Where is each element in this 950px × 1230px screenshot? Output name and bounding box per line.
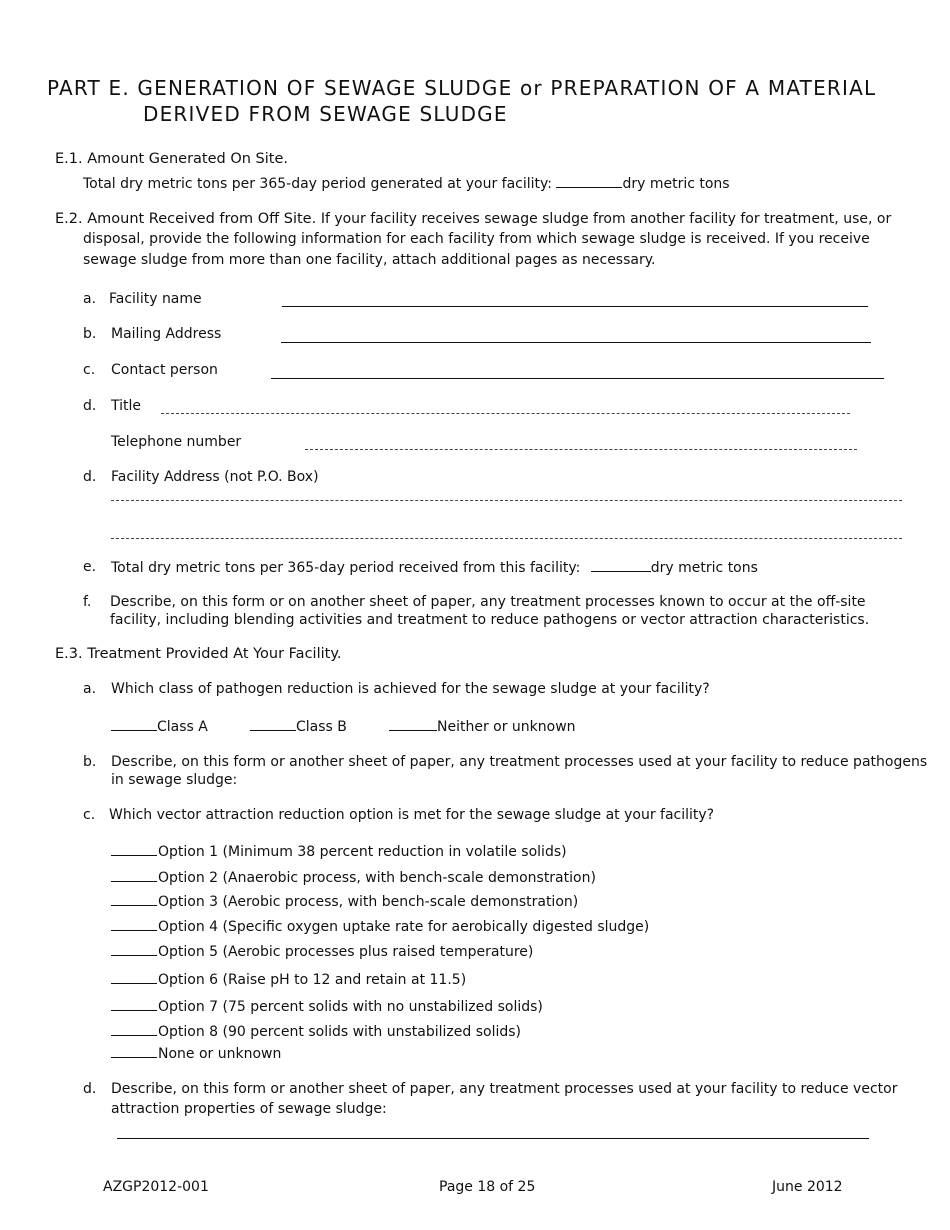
- e3-item-d-line-2: attraction properties of sewage sludge:: [111, 1101, 387, 1117]
- e1-generated-line: [83, 175, 730, 192]
- vector-option-2-blank[interactable]: [111, 869, 157, 882]
- contact-person-field[interactable]: [271, 378, 884, 379]
- vector-option-6-label: Option 6 (Raise pH to 12 and retain at 11.5): [158, 972, 467, 988]
- vector-option-6[interactable]: [111, 971, 466, 988]
- vector-option-4-label: Option 4 (Specific oxygen uptake rate for aerobically digested sludge): [158, 919, 650, 935]
- vector-option-2-label: Option 2 (Anaerobic process, with bench-scale demonstration): [158, 870, 596, 886]
- class-b-blank[interactable]: [250, 718, 296, 731]
- e2-item-f-marker: f.: [83, 594, 92, 610]
- telephone-field[interactable]: [305, 449, 857, 450]
- e2-item-a-marker: a.: [83, 291, 97, 307]
- e2-intro-line-2: disposal, provide the following information for each facility from which sewage sludge is received. If you receive: [83, 231, 870, 247]
- vector-option-5-label: Option 5 (Aerobic processes plus raised temperature): [158, 944, 534, 960]
- section-e1-heading: E.1. Amount Generated On Site.: [55, 151, 288, 167]
- e2-facility-name-label: Facility name: [109, 291, 202, 307]
- e1-unit-label: dry metric tons: [622, 176, 730, 192]
- vector-option-8-blank[interactable]: [111, 1023, 157, 1036]
- vector-option-1-blank[interactable]: [111, 843, 157, 856]
- e3-item-b-line-2: in sewage sludge:: [111, 772, 238, 788]
- vector-option-5-blank[interactable]: [111, 943, 157, 956]
- e2-item-d-marker: d.: [83, 398, 97, 414]
- e2-received-label: Total dry metric tons per 365-day period received from this facility:: [111, 560, 581, 576]
- e2-received-tons-field[interactable]: [591, 559, 651, 572]
- class-b-option[interactable]: [250, 718, 347, 735]
- vector-option-3-label: Option 3 (Aerobic process, with bench-scale demonstration): [158, 894, 579, 910]
- e3-item-b-marker: b.: [83, 754, 97, 770]
- class-b-label: Class B: [296, 719, 347, 735]
- section-e3-heading: E.3. Treatment Provided At Your Facility.: [55, 646, 342, 662]
- vector-option-7[interactable]: [111, 998, 543, 1015]
- e2-item-d2-marker: d.: [83, 469, 97, 485]
- vector-option-5[interactable]: [111, 943, 533, 960]
- page-title-line-2: DERIVED FROM SEWAGE SLUDGE: [143, 102, 508, 126]
- vector-description-field[interactable]: [117, 1138, 869, 1139]
- e2-item-c-marker: c.: [83, 362, 96, 378]
- e2-received-unit-label: dry metric tons: [650, 560, 758, 576]
- class-a-label: Class A: [157, 719, 208, 735]
- class-neither-label: Neither or unknown: [437, 719, 576, 735]
- vector-option-7-blank[interactable]: [111, 998, 157, 1011]
- vector-option-3-blank[interactable]: [111, 893, 157, 906]
- e3-item-a-text: Which class of pathogen reduction is achieved for the sewage sludge at your facility?: [111, 681, 710, 697]
- vector-option-none-label: None or unknown: [158, 1046, 282, 1062]
- vector-option-3[interactable]: [111, 893, 578, 910]
- footer-page-number: Page 18 of 25: [439, 1179, 536, 1195]
- e2-telephone-label: Telephone number: [111, 434, 242, 450]
- e2-facility-address-label: Facility Address (not P.O. Box): [111, 469, 319, 485]
- class-a-blank[interactable]: [111, 718, 157, 731]
- facility-name-field[interactable]: [282, 306, 868, 307]
- vector-option-6-blank[interactable]: [111, 971, 157, 984]
- section-e2-heading: E.2. Amount Received from Off Site.: [55, 211, 317, 227]
- vector-option-none[interactable]: [111, 1045, 281, 1062]
- e2-mailing-address-label: Mailing Address: [111, 326, 222, 342]
- vector-option-1[interactable]: [111, 843, 567, 860]
- e2-contact-person-label: Contact person: [111, 362, 218, 378]
- e3-item-d-marker: d.: [83, 1081, 97, 1097]
- facility-address-field-1[interactable]: [111, 500, 902, 501]
- e2-item-f-line-2: facility, including blending activities and treatment to reduce pathogens or vector attraction characteristics.: [110, 612, 870, 628]
- e2-item-b-marker: b.: [83, 326, 97, 342]
- e3-item-c-text: Which vector attraction reduction option is met for the sewage sludge at your facility?: [109, 807, 715, 823]
- e3-item-a-marker: a.: [83, 681, 97, 697]
- vector-option-none-blank[interactable]: [111, 1045, 157, 1058]
- page-title-line-1: PART E. GENERATION OF SEWAGE SLUDGE or PREPARATION OF A MATERIAL: [47, 76, 877, 100]
- e1-tons-field[interactable]: [556, 175, 622, 188]
- e1-generated-label: Total dry metric tons per 365-day period generated at your facility:: [83, 176, 553, 192]
- facility-address-field-2[interactable]: [111, 538, 902, 539]
- footer-date: June 2012: [772, 1179, 843, 1195]
- e2-intro-line-3: sewage sludge from more than one facility, attach additional pages as necessary.: [83, 252, 656, 268]
- vector-option-1-label: Option 1 (Minimum 38 percent reduction in volatile solids): [158, 844, 567, 860]
- e3-item-d-line-1: Describe, on this form or another sheet of paper, any treatment processes used at your facility to reduce vector: [111, 1081, 898, 1097]
- vector-option-4[interactable]: [111, 918, 649, 935]
- vector-option-7-label: Option 7 (75 percent solids with no unstabilized solids): [158, 999, 543, 1015]
- e2-item-e-marker: e.: [83, 559, 97, 575]
- class-a-option[interactable]: [111, 718, 208, 735]
- e2-title-label: Title: [111, 398, 142, 414]
- e2-received-line: [111, 559, 758, 576]
- e3-item-b-line-1: Describe, on this form or another sheet of paper, any treatment processes used at your facility to reduce pathogens: [111, 754, 928, 770]
- e2-intro-text-1: If your facility receives sewage sludge from another facility for treatment, use, or: [320, 211, 892, 227]
- e2-item-f-line-1: Describe, on this form or on another sheet of paper, any treatment processes known to occur at the off-site: [110, 594, 866, 610]
- e3-item-c-marker: c.: [83, 807, 96, 823]
- class-neither-blank[interactable]: [389, 718, 437, 731]
- mailing-address-field[interactable]: [281, 342, 871, 343]
- title-field[interactable]: [161, 413, 850, 414]
- e2-intro-line-1: [55, 211, 891, 227]
- vector-option-4-blank[interactable]: [111, 918, 157, 931]
- class-neither-option[interactable]: [389, 718, 576, 735]
- vector-option-2[interactable]: [111, 869, 596, 886]
- vector-option-8[interactable]: [111, 1023, 521, 1040]
- vector-option-8-label: Option 8 (90 percent solids with unstabilized solids): [158, 1024, 521, 1040]
- footer-form-id: AZGP2012-001: [103, 1179, 209, 1195]
